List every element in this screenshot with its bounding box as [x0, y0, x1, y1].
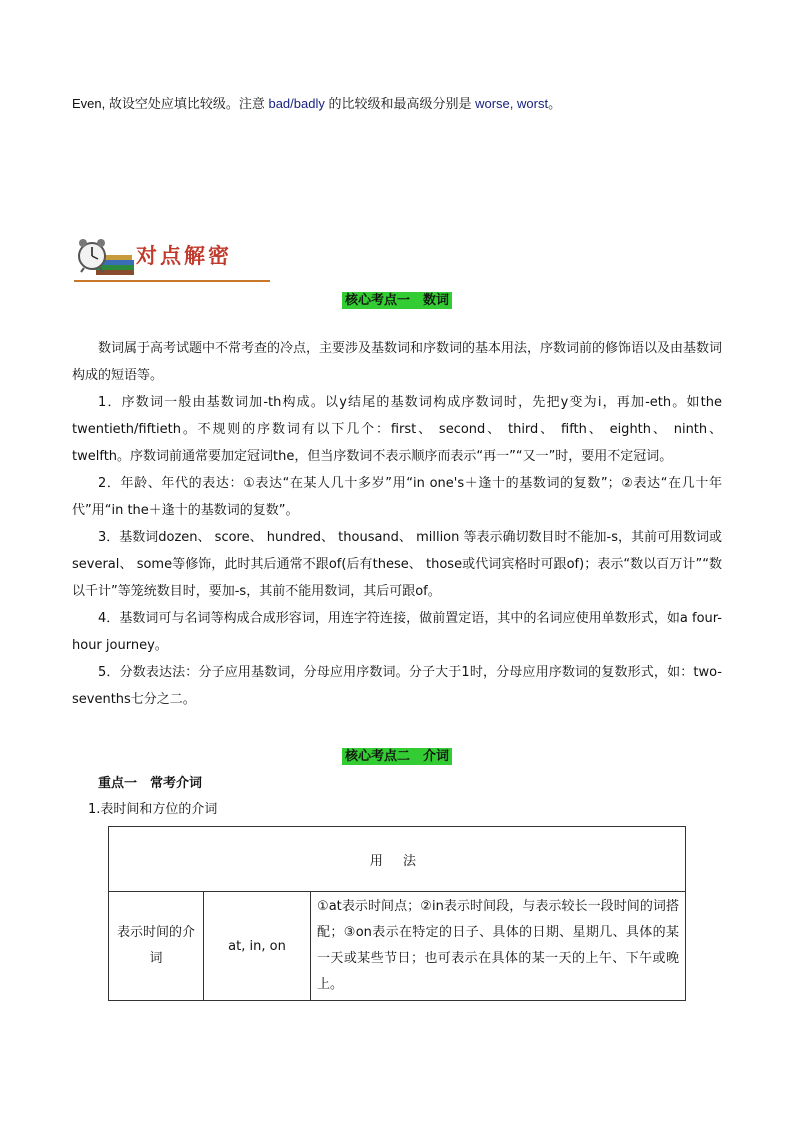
section1-body: [72, 335, 722, 713]
section1-heading: [0, 289, 794, 308]
table-caption: 1.表时间和方位的介词: [88, 802, 218, 817]
table-row: [109, 892, 686, 1001]
section-banner: [74, 234, 270, 284]
usage-cell: ①at表示时间点；②in表示时间段，与表示较长一段时间的词搭配；③on表示在特定的日子、具体的日期、星期几、具体的某一天或某些节日；也可表示在具体的某一天的上午、下午或晚上。: [311, 892, 686, 1001]
intro-prefix: Even, 故设空处应填比较级。注意: [72, 96, 269, 111]
paragraph-5: 5．分数表达法：分子应用基数词，分母应用序数词。分子大于1时，分母应用序数词的复数形式，如：two-sevenths七分之二。: [72, 665, 722, 707]
section1-heading-text: 核心考点一 数词: [342, 292, 452, 309]
section2-heading: [0, 745, 794, 764]
table-header-row: [109, 827, 686, 892]
section2-heading-text: 核心考点二 介词: [342, 748, 452, 765]
intro-middle: 的比较级和最高级分别是: [324, 96, 476, 111]
paragraph-2: 2．年龄、年代的表达：①表达“在某人几十多岁”用“in one's＋逢十的基数词的复数”；②表达“在几十年代”用“in the＋逢十的基数词的复数”。: [72, 476, 722, 518]
intro-answer: worse, worst: [475, 96, 549, 111]
paragraph-3: 3．基数词dozen、 score、 hundred、 thousand、 million 等表示确切数目时不能加-s，其前可用数词或several、 some等修饰，此时其后通常不跟of(后有these、 those或代词宾格时可跟of)；表示“数以百万计”“数以千计”等笼统数目时，要加-s，其前不能用数词，其后可跟of。: [72, 530, 722, 599]
subheading: 重点一 常考介词: [98, 776, 203, 791]
category-cell: 表示时间的介词: [109, 892, 204, 1001]
paragraph-intro: 数词属于高考试题中不常考查的冷点，主要涉及基数词和序数词的基本用法，序数词前的修饰语以及由基数词构成的短语等。: [72, 341, 723, 383]
paragraph-4: 4．基数词可与名词等构成合成形容词，用连字符连接，做前置定语，其中的名词应使用单数形式，如a four-hour journey。: [72, 611, 722, 653]
intro-term: bad/badly: [268, 96, 325, 111]
words-cell: at, in, on: [204, 892, 311, 1001]
alarm-clock-books-icon: [74, 234, 136, 278]
table-header-cell: 用 法: [109, 827, 686, 892]
banner-title: 对点解密: [136, 244, 232, 268]
intro-end: 。: [548, 96, 562, 111]
prepositions-table: [108, 826, 686, 1001]
intro-line: [72, 94, 561, 114]
paragraph-1: 1．序数词一般由基数词加-th构成。以y结尾的基数词构成序数词时，先把y变为i，再加-eth。如the twentieth/fiftieth。不规则的序数词有以下几个：first、 second、 third、 fifth、 eighth、 ninth、 twelfth。序数词前通常要加定冠词the，但当序数词不表示顺序而表示“再一”“又一”时，要用不定冠词。: [72, 395, 722, 464]
banner-underline: [74, 280, 270, 282]
